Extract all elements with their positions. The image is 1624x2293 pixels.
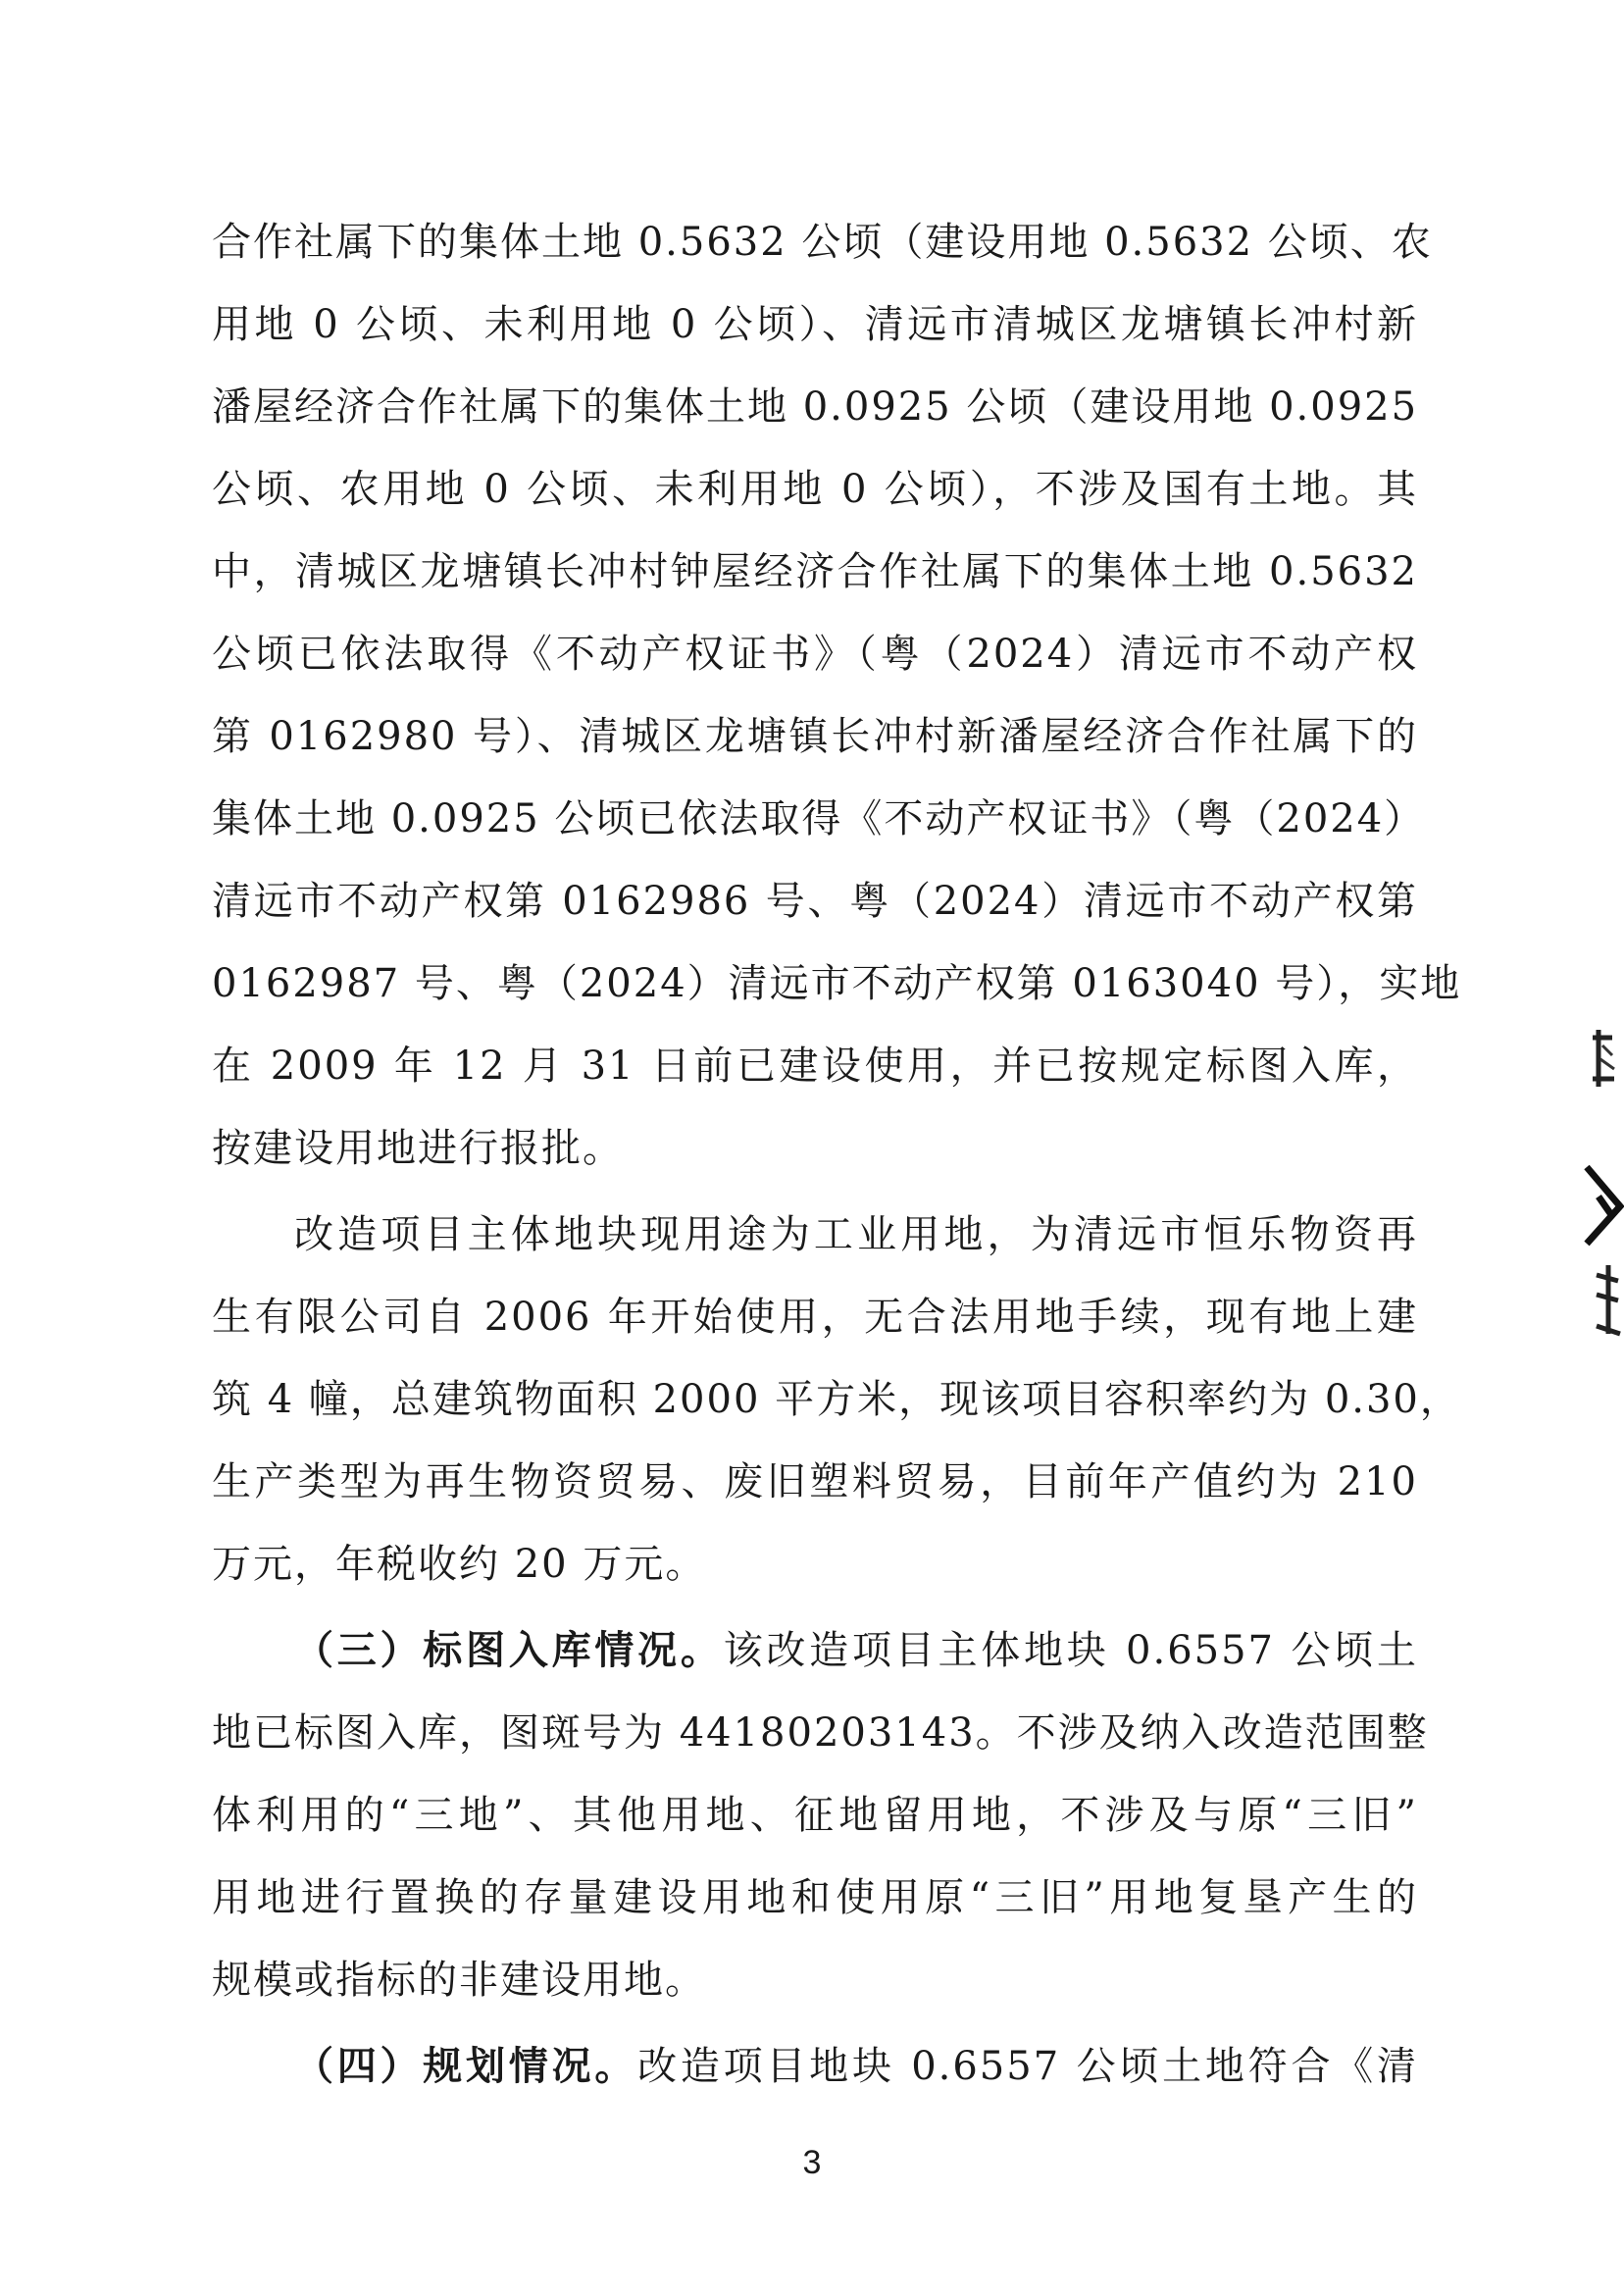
text-line: 地已标图入库，图斑号为 44180203143。不涉及纳入改造范围整: [212, 1710, 1429, 1756]
section-4-text: 改造项目地块 0.6557 公顷土地符合《清: [637, 2044, 1418, 2089]
text-line: 体利用的“三地”、其他用地、征地留用地，不涉及与原“三旧”: [212, 1793, 1418, 1838]
section-4-heading: （四）规划情况。: [294, 2043, 638, 2089]
text-line: 0162987 号、粤（2024）清远市不动产权第 0163040 号），实地: [212, 961, 1462, 1006]
text-line: 生有限公司自 2006 年开始使用，无合法用地手续，现有地上建: [212, 1295, 1418, 1340]
text-line: 在 2009 年 12 月 31 日前已建设使用，并已按规定标图入库，: [212, 1044, 1418, 1089]
text-line: 用地进行置换的存量建设用地和使用原“三旧”用地复垦产生的: [212, 1875, 1418, 1920]
text-line: 按建设用地进行报批。: [212, 1126, 624, 1171]
section-4-line: [294, 2026, 1418, 2107]
text-line: 筑 4 幢，总建筑物面积 2000 平方米，现该项目容积率约为 0.30，: [212, 1377, 1461, 1422]
paragraph-first-line: 改造项目主体地块现用途为工业用地，为清远市恒乐物资再: [294, 1212, 1418, 1257]
text-line: 集体土地 0.0925 公顷已依法取得《不动产权证书》（粤（2024）: [212, 796, 1426, 841]
text-line: 第 0162980 号）、清城区龙塘镇长冲村新潘屋经济合作社属下的: [212, 714, 1418, 759]
seal-fragment-icon: [1569, 1010, 1624, 1363]
text-line: 公顷已依法取得《不动产权证书》（粤（2024）清远市不动产权: [212, 632, 1418, 677]
text-line: 公顷、农用地 0 公顷、未利用地 0 公顷），不涉及国有土地。其: [212, 467, 1418, 512]
section-3-line: [294, 1610, 1418, 1691]
text-line: 清远市不动产权第 0162986 号、粤（2024）清远市不动产权第: [212, 879, 1418, 924]
text-line: 合作社属下的集体土地 0.5632 公顷（建设用地 0.5632 公顷、农: [212, 220, 1433, 265]
section-3-heading: （三）标图入库情况。: [294, 1627, 724, 1673]
text-line: 规模或指标的非建设用地。: [212, 1958, 706, 2003]
text-line: 生产类型为再生物资贸易、废旧塑料贸易，目前年产值约为 210: [212, 1459, 1418, 1504]
text-line: 用地 0 公顷、未利用地 0 公顷）、清远市清城区龙塘镇长冲村新: [212, 302, 1418, 347]
section-3-text: 该改造项目主体地块 0.6557 公顷土: [723, 1628, 1418, 1673]
text-line: 中，清城区龙塘镇长冲村钟屋经济合作社属下的集体土地 0.5632: [212, 549, 1418, 594]
text-line: 潘屋经济合作社属下的集体土地 0.0925 公顷（建设用地 0.0925: [212, 384, 1419, 430]
text-line: 万元，年税收约 20 万元。: [212, 1542, 707, 1587]
page-number: 3: [802, 2144, 822, 2181]
